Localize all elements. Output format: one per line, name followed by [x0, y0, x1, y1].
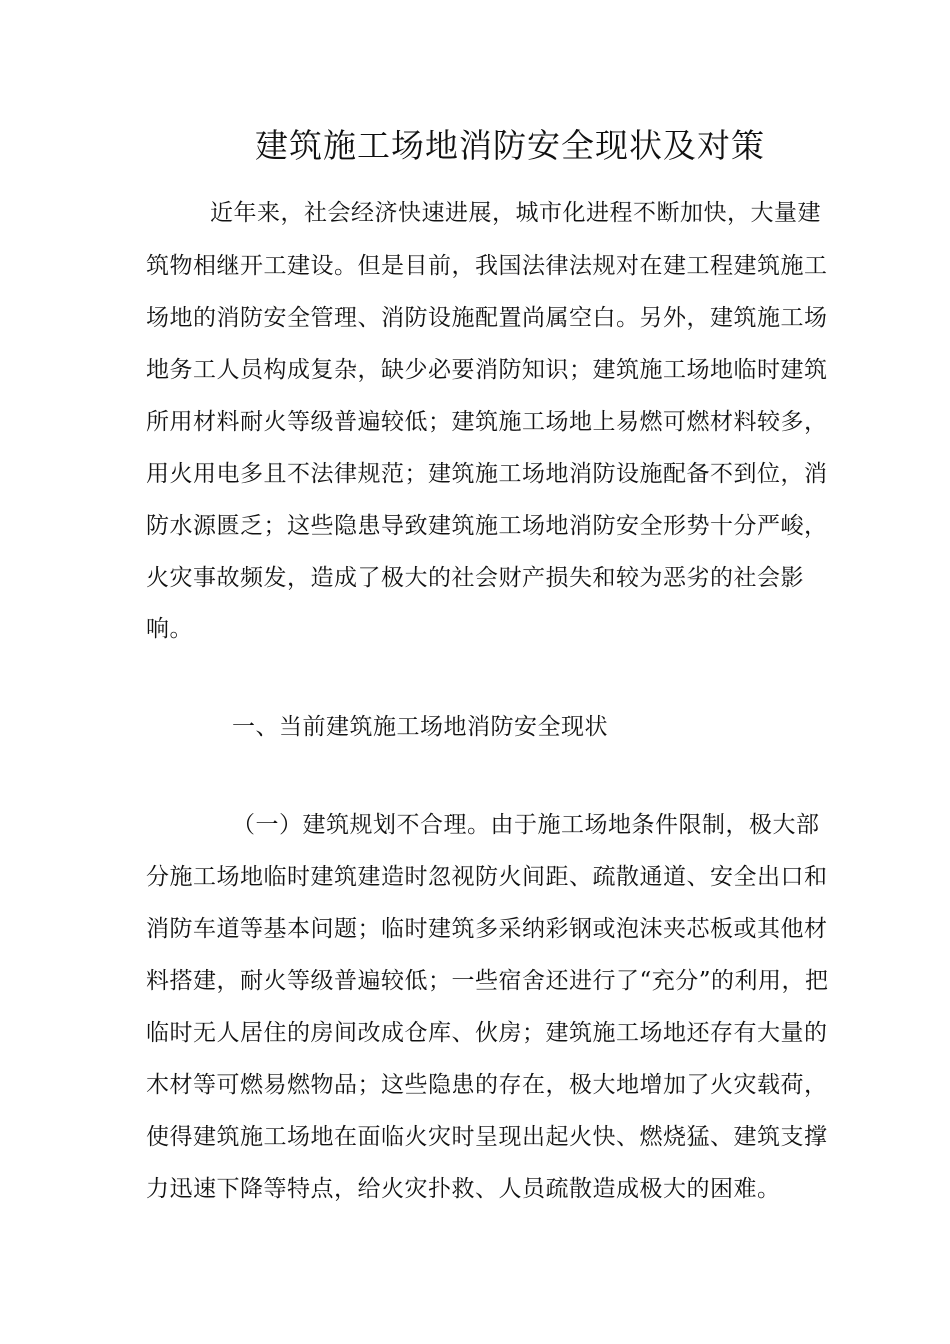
intro-line: 地务工人员构成复杂，缺少必要消防知识；建筑施工场地临时建筑 [146, 357, 828, 383]
subsection-line: 使得建筑施工场地在面临火灾时呈现出起火快、燃烧猛、建筑支撑 [146, 1124, 828, 1150]
subsection-line: 料搭建，耐火等级普遍较低；一些宿舍还进行了“充分”的利用，把 [146, 968, 829, 994]
subsection-line: 临时无人居住的房间改成仓库、伙房；建筑施工场地还存有大量的 [146, 1020, 828, 1046]
intro-line: 用火用电多且不法律规范；建筑施工场地消防设施配备不到位，消 [146, 461, 828, 487]
intro-line: 筑物相继开工建设。但是目前，我国法律法规对在建工程建筑施工 [146, 253, 828, 279]
intro-line: 场地的消防安全管理、消防设施配置尚属空白。另外，建筑施工场 [146, 305, 828, 331]
intro-line: 火灾事故频发，造成了极大的社会财产损失和较为恶劣的社会影 [146, 565, 804, 591]
section-heading: 一、当前建筑施工场地消防安全现状 [232, 714, 608, 740]
subsection-line: 木材等可燃易燃物品；这些隐患的存在，极大地增加了火灾载荷， [146, 1072, 828, 1098]
document-title: 建筑施工场地消防安全现状及对策 [255, 126, 765, 165]
subsection-line: 消防车道等基本问题；临时建筑多采纳彩钢或泡沫夹芯板或其他材 [146, 916, 828, 942]
intro-line: 所用材料耐火等级普遍较低；建筑施工场地上易燃可燃材料较多， [146, 409, 828, 435]
intro-line: 近年来，社会经济快速进展，城市化进程不断加快，大量建 [210, 200, 821, 226]
intro-line: 响。 [146, 616, 193, 642]
intro-line: 防水源匮乏；这些隐患导致建筑施工场地消防安全形势十分严峻， [146, 513, 828, 539]
subsection-line: 力迅速下降等特点，给火灾扑救、人员疏散造成极大的困难。 [146, 1176, 781, 1202]
subsection-line: 分施工场地临时建筑建造时忽视防火间距、疏散通道、安全出口和 [146, 864, 828, 890]
subsection-line: （一）建筑规划不合理。由于施工场地条件限制，极大部 [232, 812, 820, 838]
